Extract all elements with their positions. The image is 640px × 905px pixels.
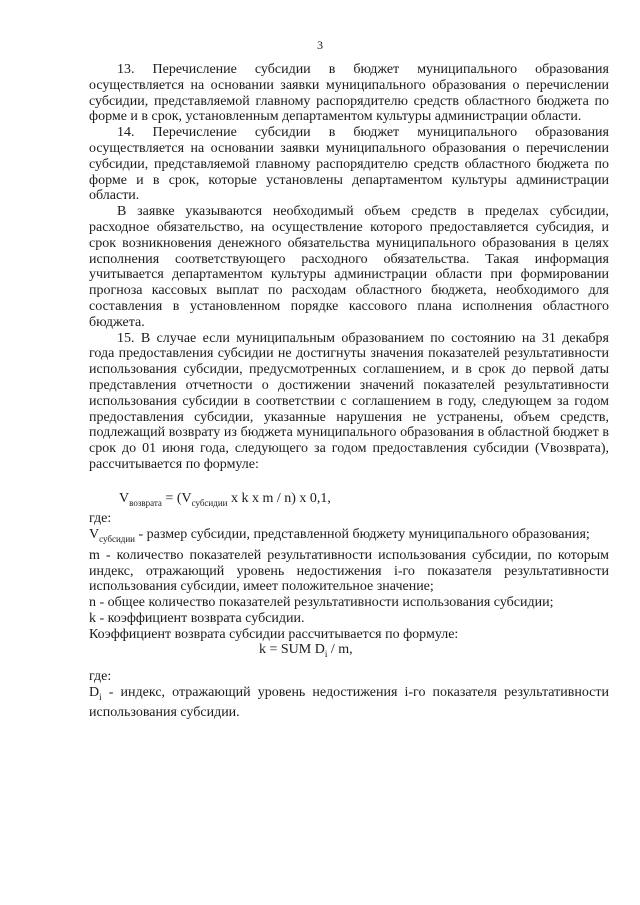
paragraph-14: 14. Перечисление субсидии в бюджет муниципального образования осуществляется на основании заявки муниципального образования о перечислении субсидии, представляемой главному распорядителю средств областного бюджета по форме и в срок, которые установлены департаментом культуры администрации области. xyxy=(89,125,609,204)
paragraph-13: 13. Перечисление субсидии в бюджет муниципального образования осуществляется на основании заявки муниципального образования о перечислении субсидии, представляемой главному распорядителю средств областного бюджета по форме и в срок, установленным департаментом культуры администрации области. xyxy=(89,62,609,125)
definition-k: k - коэффициент возврата субсидии. xyxy=(89,610,305,626)
where-label-1: где: xyxy=(89,511,112,527)
definition-m: m - количество показателей результативности использования субсидии, по которым индекс, отражающий уровень недостижения i-го показателя результативности использования субсидии, имеет положительное значение; xyxy=(89,547,609,595)
paragraph-14-request: В заявке указываются необходимый объем средств в пределах субсидии, расходное обязательство, на осуществление которого предоставляется субсидия, и срок возникновения денежного обязательства муниципального образования в целях исполнения соответствующего расходного обязательства. Такая информация учитывается департаментом культуры администрации области при формировании прогноза кассовых выплат по расходам областного бюджета, необходимого для составления в установленном порядке кассового плана исполнения областного бюджета. xyxy=(89,204,609,330)
paragraph-15: 15. В случае если муниципальным образованием по состоянию на 31 декабря года предоставления субсидии не достигнуты значения показателей результативности использования субсидии, предусмотренных соглашением, и в срок до первой даты представления отчетности о достижении значений показателей результативности использования субсидии в соответствии с соглашением в году, следующем за годом предоставления субсидии, указанные нарушения не устранены, объем средств, подлежащий возврату из бюджета муниципального образования в областной бюджет в срок до 01 июня года, следующего за годом предоставления субсидии (Vвозврата), рассчитывается по формуле: xyxy=(89,330,609,472)
definition-v-subsidy: $V_{субсидии}$ - размер субсидии, представленной бюджету муниципального образования; xyxy=(89,527,590,544)
document-body xyxy=(89,62,609,721)
definition-n: n - общее количество показателей результативности использования субсидии; xyxy=(89,595,554,611)
k-formula-intro: Коэффициент возврата субсидии рассчитывается по формуле: xyxy=(89,626,459,642)
refund-formula: $V_{возврата} = (V_{субсидии}$ x k x m / n) x 0,1, xyxy=(119,490,331,508)
definition-d: $D_i$ - индекс, отражающий уровень недостижения i-го показателя результативности использования субсидии. xyxy=(89,684,609,721)
where-label-2: где: xyxy=(89,669,112,685)
page-number: 3 xyxy=(317,38,323,52)
k-formula: k = SUM $D_i$ / m, xyxy=(259,642,353,660)
